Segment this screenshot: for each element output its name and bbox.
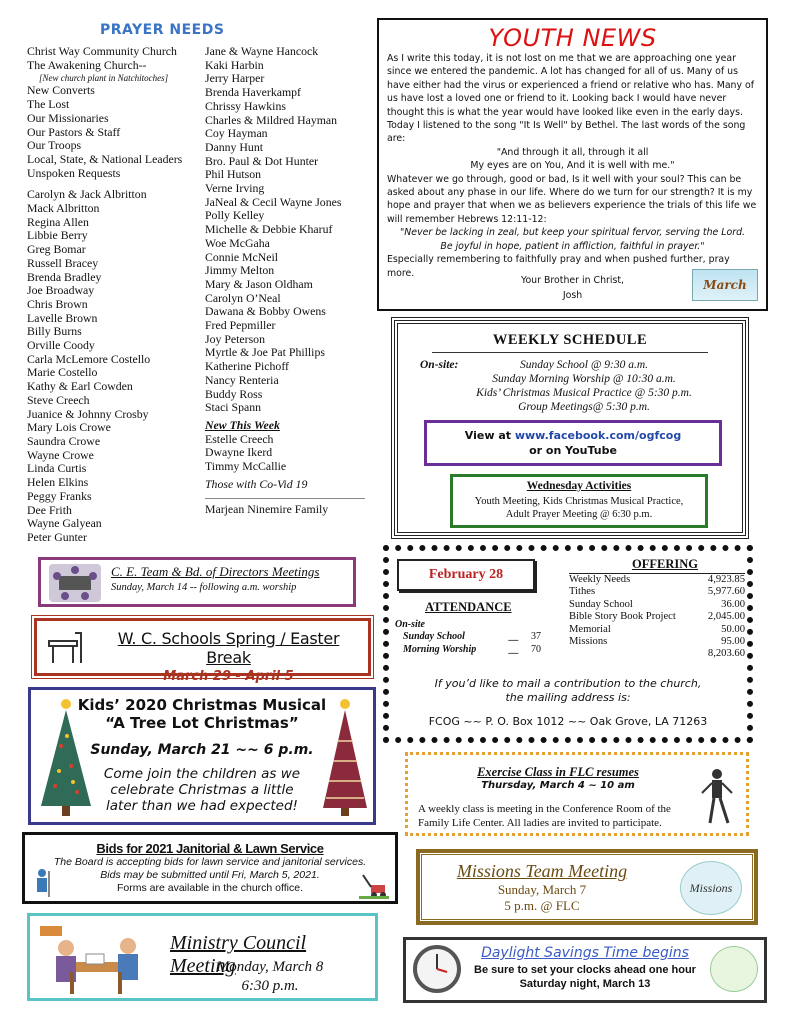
spring-forward-icon	[710, 946, 758, 992]
prayer-name: Libbie Berry	[27, 228, 88, 243]
facebook-box	[424, 420, 722, 466]
attendance-title: ATTENDANCE	[425, 600, 512, 614]
prayer-name: Steve Creech	[27, 392, 90, 407]
wednesday-activities-box	[450, 474, 708, 528]
offering-row	[569, 573, 745, 586]
view-at-label: View at	[464, 429, 515, 442]
prayer-name: Dee Frith	[27, 502, 72, 517]
youth-paragraph-2: Whatever we go through, good or bad, Is it well with your soul? This can be asked about any phase in our life. Where do we turn for our strength? It is my hope and prayer that when we as believers experience the trials of this life we will remember Hebrews 12:11-12:	[387, 173, 757, 225]
schedule-item: Group Meetings@ 5:30 p.m.	[518, 401, 650, 413]
youth-lyric-1: "And through it all, through it all	[496, 146, 649, 158]
prayer-name: Verne Irving	[205, 181, 265, 196]
prayer-item: Local, State, & National Leaders	[27, 151, 183, 166]
offering-row	[569, 599, 745, 611]
offering-label: Weekly Needs	[569, 573, 708, 586]
exercise-title: Exercise Class in FLC resumes	[477, 765, 639, 779]
offering-value: 95.00	[721, 636, 745, 648]
wednesday-title: Wednesday Activities	[526, 480, 632, 492]
prayer-name: Katherine Pichoff	[205, 359, 289, 374]
prayer-name: Joe Broadway	[27, 283, 95, 298]
prayer-name: Carolyn O’Neal	[205, 290, 281, 305]
prayer-name: Myrtle & Joe Pat Phillips	[205, 345, 325, 360]
prayer-name: Jerry Harper	[205, 71, 265, 86]
mailing-address: FCOG ~~ P. O. Box 1012 ~~ Oak Grove, LA 71263	[428, 715, 708, 728]
weekly-schedule-box	[394, 320, 746, 536]
offering-table	[569, 573, 745, 661]
covid-heading: Those with Co-Vid 19	[205, 476, 308, 491]
prayer-name: Polly Kelley	[205, 208, 265, 223]
prayer-name: Bro. Paul & Dot Hunter	[205, 153, 319, 168]
prayer-item: Christ Way Community Church	[27, 44, 177, 58]
ce-title: C. E. Team & Bd. of Directors Meetings	[111, 564, 320, 579]
missions-globe-icon: Missions	[680, 861, 742, 915]
prayer-name: Regina Allen	[27, 214, 89, 229]
ministry-time: 6:30 p.m.	[241, 978, 299, 994]
mail-line-1: If you’d like to mail a contribution to the church,	[434, 677, 702, 690]
march-badge: March	[692, 269, 758, 301]
prayer-name: Billy Burns	[27, 324, 82, 339]
bids-line-1: The Board is accepting bids for lawn service and janitorial services.	[53, 856, 367, 868]
report-date: February 28	[397, 559, 535, 591]
wednesday-line-2: Adult Prayer Meeting @ 6:30 p.m.	[505, 509, 653, 520]
attendance-row: Morning Worship __ 70	[403, 643, 541, 655]
ce-team-box	[38, 557, 356, 607]
prayer-name: Connie McNeil	[205, 249, 279, 264]
onsite-label: On-site:	[420, 359, 459, 371]
missions-date: Sunday, March 7	[497, 882, 587, 897]
prayer-item: Our Pastors & Staff	[27, 124, 121, 139]
prayer-name: Coy Hayman	[205, 126, 268, 141]
signature-name: Josh	[562, 290, 583, 301]
prayer-list-column-1	[27, 45, 205, 545]
attendance-row: Sunday School __ 37	[403, 631, 541, 643]
prayer-needs-title: PRAYER NEEDS	[100, 22, 225, 38]
offering-label: Sunday School	[569, 598, 633, 610]
weekly-schedule-title: WEEKLY SCHEDULE	[492, 332, 648, 348]
daylight-line-1: Be sure to set your clocks ahead one hour	[474, 964, 696, 976]
prayer-name: Saundra Crowe	[27, 433, 101, 448]
offering-row	[569, 624, 745, 636]
prayer-name: Peggy Franks	[27, 488, 92, 503]
meeting-table-icon	[49, 564, 101, 602]
clock-icon	[412, 944, 462, 994]
offering-label	[569, 648, 708, 660]
facebook-link[interactable]: www.facebook.com/ogfcog	[514, 429, 682, 442]
schools-dates: March 29 - April 5	[163, 669, 294, 684]
offering-row	[569, 648, 745, 660]
offering-title: OFFERING	[632, 557, 698, 571]
offering-row	[569, 636, 745, 648]
prayer-item: The Lost	[27, 97, 70, 112]
prayer-name: Peter Gunter	[27, 529, 87, 544]
prayer-name: Wayne Galyean	[27, 516, 102, 531]
ministry-title: Ministry Council Meeting	[170, 932, 307, 977]
schedule-item: Sunday Morning Worship @ 10:30 a.m.	[492, 373, 676, 385]
prayer-name: Jane & Wayne Hancock	[205, 44, 319, 58]
exercise-body: A weekly class is meeting in the Conference Room of the Family Life Center. All ladies are invited to participate.	[418, 803, 671, 829]
youtube-label: or on YouTube	[529, 444, 617, 457]
bids-box	[22, 832, 398, 904]
offering-label: Missions	[569, 636, 608, 648]
prayer-name: Woe McGaha	[205, 235, 270, 250]
ministry-council-box	[27, 913, 378, 1001]
prayer-name: Marjean Ninemire Family	[205, 501, 329, 516]
offering-value: 50.00	[721, 623, 745, 635]
kids-body: Come join the children as we celebrate Christmas a little later than we had expected!	[103, 766, 301, 814]
prayer-name: Marie Costello	[27, 365, 98, 380]
youth-lyric-2: My eyes are on You, And it is well with me."	[470, 160, 675, 172]
schools-break-box	[34, 618, 371, 684]
missions-title: Missions Team Meeting	[456, 861, 628, 881]
prayer-name: Timmy McCallie	[205, 459, 287, 474]
prayer-name: JaNeal & Cecil Wayne Jones	[205, 194, 342, 209]
school-desk-icon	[45, 627, 85, 667]
prayer-name: Jimmy Melton	[205, 263, 275, 278]
offering-label: Bible Story Book Project	[569, 611, 676, 623]
attendance-table	[395, 619, 541, 656]
youth-paragraph-1: As I write this today, it is not lost on me that we are approaching one year since we entered the pandemic. A lot has changed for all of us. Many of us have either had the virus or experienced a friend or relative who has. Many of us have lost a loved one or friend to it. Looking back I would have never thought this is what the year would have looked like even in the early days. Today I listened to the song "It Is Well" by Bethel. The last words of the song are:	[387, 53, 755, 145]
prayer-list-column-2	[205, 45, 373, 516]
bids-title: Bids for 2021 Janitorial & Lawn Service	[96, 841, 324, 856]
offering-value: 4,923.85	[707, 574, 745, 585]
ce-subtitle: Sunday, March 14 -- following a.m. worship	[111, 582, 297, 593]
prayer-name: Brenda Haverkampf	[205, 85, 301, 100]
prayer-item: New Converts	[27, 83, 95, 98]
prayer-name: Mack Albritton	[27, 201, 100, 216]
prayer-name: Carolyn & Jack Albritton	[27, 187, 147, 202]
prayer-name: Phil Hutson	[205, 167, 262, 182]
missions-team-box	[416, 849, 758, 925]
offering-row	[569, 586, 745, 598]
signature-closing: Your Brother in Christ,	[520, 275, 625, 286]
prayer-name: Fred Pepmiller	[205, 318, 276, 333]
prayer-name: Nancy Renteria	[205, 372, 279, 387]
prayer-name: Kathy & Earl Cowden	[27, 379, 133, 394]
prayer-name: Michelle & Debbie Kharuf	[205, 222, 333, 237]
prayer-name: Estelle Creech	[205, 431, 274, 446]
exercise-class-box	[405, 752, 749, 836]
divider	[205, 498, 365, 499]
schools-title: W. C. Schools Spring / Easter Break	[117, 629, 340, 667]
lawn-mower-icon	[359, 869, 389, 899]
prayer-item: Our Missionaries	[27, 110, 109, 125]
prayer-name: Orville Coody	[27, 338, 95, 353]
christmas-tree-icon	[37, 696, 95, 820]
mail-instructions	[389, 677, 747, 705]
prayer-item: Unspoken Requests	[27, 165, 121, 180]
prayer-name: Dawana & Bobby Owens	[205, 304, 326, 319]
daylight-line-2: Saturday night, March 13	[519, 978, 651, 990]
prayer-item: Our Troops	[27, 138, 82, 153]
schedule-item: Kids’ Christmas Musical Practice @ 5:30 p.m.	[476, 387, 692, 399]
mail-line-2: the mailing address is:	[505, 691, 631, 704]
daylight-savings-box	[403, 937, 767, 1003]
janitor-icon	[31, 867, 53, 899]
ministry-schedule	[170, 958, 370, 996]
prayer-item: The Awakening Church--	[27, 57, 147, 72]
christmas-tree-icon	[319, 696, 371, 820]
prayer-name: Russell Bracey	[27, 255, 99, 270]
prayer-name: Kaki Harbin	[205, 57, 264, 72]
daylight-title: Daylight Savings Time begins	[481, 945, 689, 961]
youth-verse-1: "Never be lacking in zeal, but keep your spiritual fervor, serving the Lord.	[399, 227, 746, 239]
prayer-name: Chrissy Hawkins	[205, 98, 286, 113]
title-divider	[432, 352, 708, 353]
offering-attendance-box	[383, 545, 753, 743]
prayer-name: Staci Spann	[205, 400, 262, 415]
prayer-note: [New church plant in Natchitoches]	[39, 73, 169, 84]
prayer-name: Dwayne Ikerd	[205, 445, 273, 460]
prayer-name: Juanice & Johnny Crosby	[27, 406, 149, 421]
prayer-name: Brenda Bradley	[27, 269, 102, 284]
onsite-label: On-site	[395, 619, 425, 630]
offering-value: 5,977.60	[707, 586, 745, 598]
exercise-subtitle: Thursday, March 4 ~ 10 am	[481, 780, 635, 791]
prayer-name: Mary Lois Crowe	[27, 420, 111, 435]
schedule-item: Sunday School @ 9:30 a.m.	[519, 359, 649, 371]
prayer-name: Lavelle Brown	[27, 310, 98, 325]
prayer-name: Greg Bomar	[27, 242, 86, 257]
missions-time: 5 p.m. @ FLC	[504, 898, 580, 913]
prayer-name: Chris Brown	[27, 296, 88, 311]
wednesday-line-1: Youth Meeting, Kids Christmas Musical Practice,	[474, 496, 684, 507]
offering-value: 2,045.00	[707, 611, 745, 623]
prayer-name: Helen Elkins	[27, 475, 89, 490]
prayer-name: Wayne Crowe	[27, 447, 94, 462]
offering-label: Memorial	[569, 623, 611, 635]
prayer-name: Joy Peterson	[205, 331, 265, 346]
prayer-name: Buddy Ross	[205, 386, 263, 401]
youth-paragraph-3: Especially remembering to faithfully pray and when pushed further, pray more.	[387, 254, 730, 279]
prayer-name: Charles & Mildred Hayman	[205, 112, 338, 127]
offering-value: 36.00	[721, 598, 745, 610]
offering-value: 8,203.60	[707, 648, 745, 660]
youth-verse-2: Be joyful in hope, patient in affliction, faithful in prayer."	[440, 240, 705, 252]
bids-line-3: Forms are available in the church office.	[117, 882, 303, 894]
kids-subtitle: “A Tree Lot Christmas”	[105, 714, 299, 732]
exercise-woman-icon	[700, 767, 734, 827]
youth-news-box	[377, 18, 768, 311]
prayer-name: Linda Curtis	[27, 461, 87, 476]
youth-news-title: YOUTH NEWS	[488, 24, 657, 52]
new-this-week-heading: New This Week	[205, 417, 280, 432]
prayer-name: Danny Hunt	[205, 139, 263, 154]
offering-row	[569, 611, 745, 623]
offering-label: Tithes	[569, 586, 596, 598]
kids-musical-box	[28, 687, 376, 825]
meeting-people-icon	[36, 924, 156, 996]
ministry-date: Monday, March 8	[216, 959, 324, 975]
bids-line-2: Bids may be submitted until Fri, March 5, 2021.	[100, 869, 320, 881]
prayer-name: Carla McLemore Costello	[27, 351, 151, 366]
kids-date: Sunday, March 21 ~~ 6 p.m.	[90, 742, 314, 758]
kids-title: Kids’ 2020 Christmas Musical	[77, 696, 327, 714]
prayer-name: Mary & Jason Oldham	[205, 276, 313, 291]
